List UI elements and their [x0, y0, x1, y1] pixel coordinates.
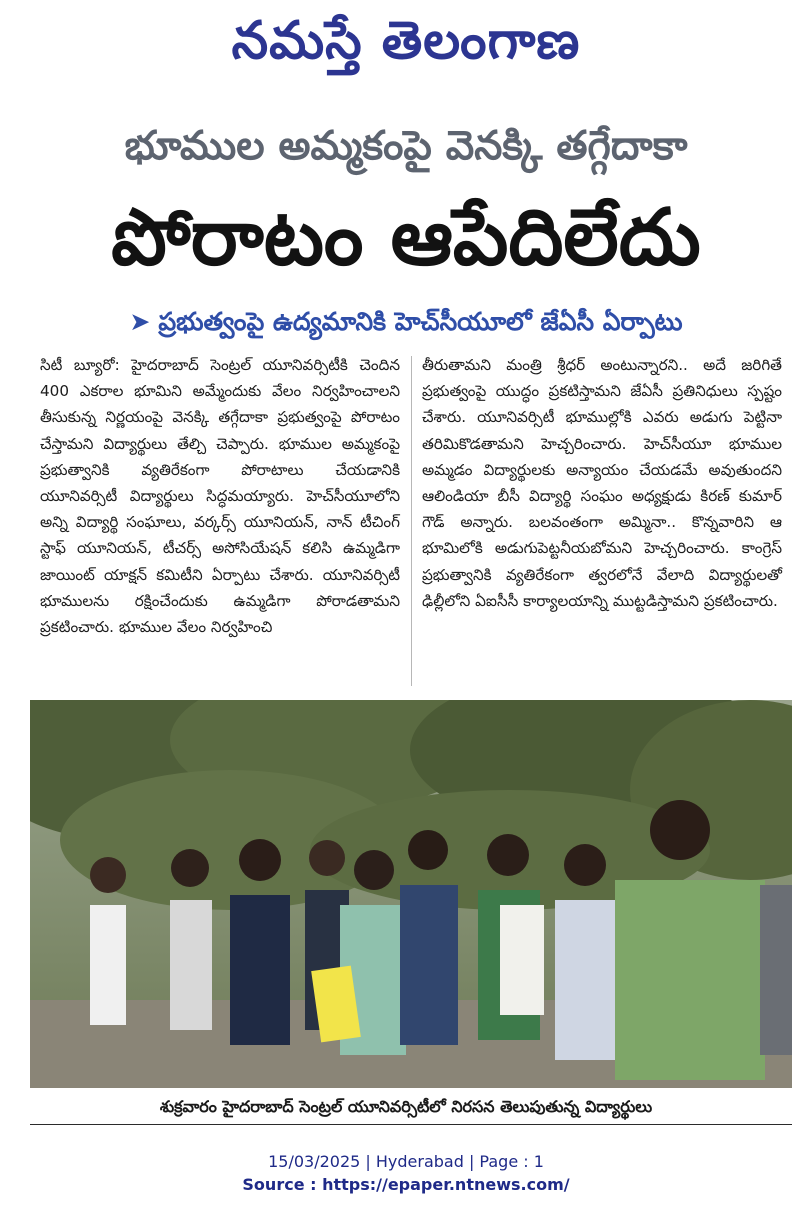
- photo-caption: శుక్రవారం హైదరాబాద్ సెంట్రల్ యూనివర్సిటీలో నిరసన తెలుపుతున్న విద్యార్థులు: [159, 1097, 653, 1116]
- protest-photo: [30, 700, 792, 1088]
- page-divider: [30, 1124, 792, 1125]
- article-headline: పోరాటం ఆపేదిలేదు: [111, 193, 701, 283]
- article-column-left: సిటీ బ్యూరో: హైదరాబాద్ సెంట్రల్ యూనివర్సిటీకి చెందిన 400 ఎకరాల భూమిని అమ్మేందుకు వేలం నిర్వహించాలని తీసుకున్న నిర్ణయంపై వెనక్కి తగ్గేదాకా ప్రభుత్వంపై పోరాటం చేస్తామని విద్యార్థులు తేల్చి చెప్పారు. భూముల అమ్మకంపై ప్రభుత్వానికి వ్యతిరేకంగా పోరాటాలు చేయడానికి యూనివర్సిటీ విద్యార్థులు సిద్ధమయ్యారు. హెచ్‌సీయూలోని అన్ని విద్యార్థి సంఘాలు, వర్కర్స్ యూనియన్, నాన్ టీచింగ్ స్టాఫ్ యూనియన్, టీచర్స్ అసోసియేషన్ కలిసి ఉమ్మడిగా జాయింట్ యాక్షన్ కమిటీని ఏర్పాటు చేశారు. యూనివర్సిటీ భూములను రక్షించేందుకు ఉమ్మడిగా పోరాడతామని ప్రకటించారు. భూముల వేలం నిర్వహించి: [40, 356, 400, 637]
- article-column-right: తీరుతామని మంత్రి శ్రీధర్ అంటున్నారని.. అదే జరిగితే ప్రభుత్వంపై యుద్ధం ప్రకటిస్తామని జేఏసీ ప్రతినిధులు స్పష్టం చేశారు. యూనివర్సిటీ భూముల్లోకి ఎవరు అడుగు పెట్టినా తరిమికొడతామని హెచ్చరించారు. హెచ్‌సీయూ భూముల అమ్మడం విద్యార్థులకు అన్యాయం చేయడమే అవుతుందని ఆలిండియా బీసీ విద్యార్థి సంఘం అధ్యక్షుడు కిరణ్ కుమార్ గౌడ్ అన్నారు. బలవంతంగా అమ్మినా.. కొన్నవారిని ఆ భూమిలోకి అడుగుపెట్టనీయబోమని హెచ్చరించారు. కాంగ్రెస్ ప్రభుత్వానికి వ్యతిరేకంగా త్వరలోనే వేలాది విద్యార్థులతో ఢిల్లీలోని ఏఐసీసీ కార్యాలయాన్ని ముట్టడిస్తామని ప్రకటించారు.: [422, 356, 782, 610]
- column-divider: [411, 356, 412, 686]
- newspaper-masthead: నమస్తే తెలంగాణ: [231, 10, 581, 71]
- footer-source-line: Source : https://epaper.ntnews.com/: [242, 1175, 570, 1194]
- article-body: [40, 352, 782, 692]
- arrow-icon: ➤: [129, 307, 151, 336]
- article-subhead: [0, 302, 812, 342]
- article-subhead-text: ప్రభుత్వంపై ఉద్యమానికి హెచ్‌సీయూలో జేఏసీ ఏర్పాటు: [158, 307, 683, 336]
- footer-date-line: 15/03/2025 | Hyderabad | Page : 1: [268, 1152, 544, 1171]
- article-kicker: భూముల అమ్మకంపై వెనక్కి తగ్గేదాకా: [124, 123, 688, 169]
